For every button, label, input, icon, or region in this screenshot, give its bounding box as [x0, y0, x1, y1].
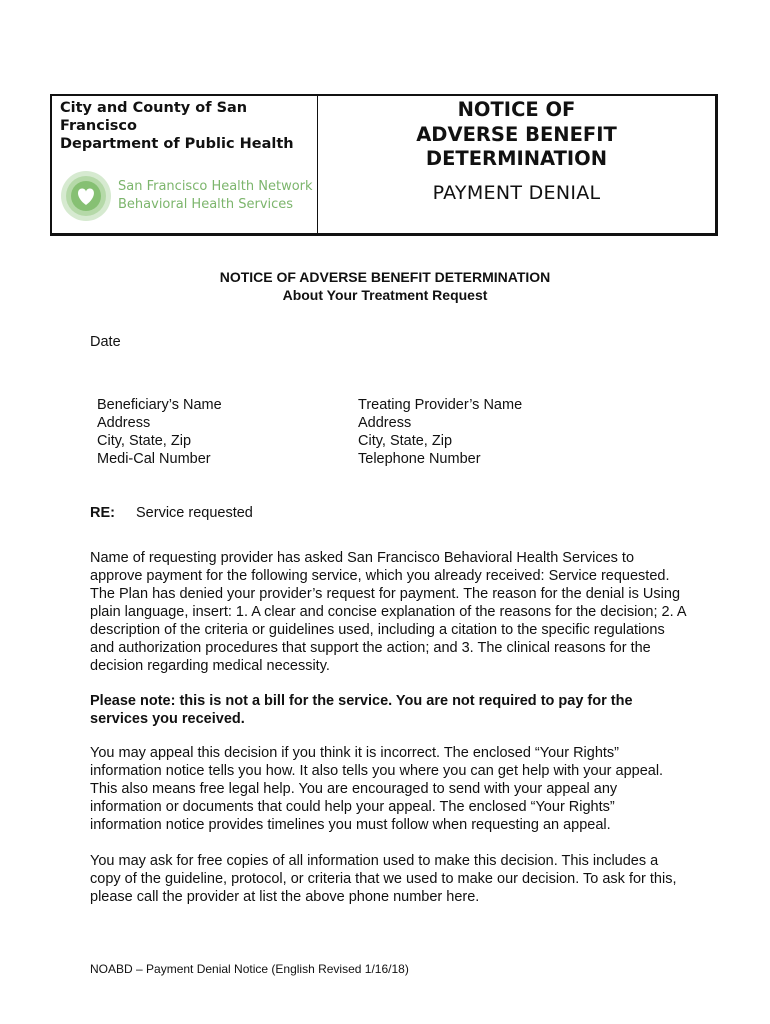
notice-subtitle: PAYMENT DENIAL [432, 181, 601, 204]
paragraph-denial-reason: Name of requesting provider has asked San Francisco Behavioral Health Services to approve payment for the following service, which you already received: Service requested. The Plan has denied your provider’s request for payment. The reason for the denial is Using plain language, insert: 1. A clear and concise explanation of the reasons for the decision; 2. A description of the criteria or guidelines used, including a citation to the specific regulations and authorization procedures that support the action; and 3. The clinical reasons for the decision regarding medical necessity. [90, 550, 686, 674]
paragraph-appeal-rights: You may appeal this decision if you think it is incorrect. The enclosed “Your Rights” information notice tells you how. It also tells you where you can get help with your appeal. This also means free legal help. You are encouraged to send with your appeal any information or documents that could help your appeal. The enclosed “Your Rights” information notice provides timelines you must follow when requesting an appeal. [90, 745, 664, 833]
provider-telephone: Telephone Number [358, 451, 481, 467]
logo-line-bhs: Behavioral Health Services [118, 197, 294, 212]
page-footer: NOABD – Payment Denial Notice (English Revised 1/16/18) [90, 962, 409, 976]
department-name: Department of Public Health [60, 136, 294, 152]
sfhn-logo [60, 170, 313, 222]
paragraph-free-copies: You may ask for free copies of all information used to make this decision. This includes a copy of the guideline, protocol, or criteria that we used to make our decision. To ask for this, please call the provider at list the above phone number here. [90, 853, 677, 905]
provider-block [358, 396, 522, 468]
paragraph-not-a-bill: Please note: this is not a bill for the service. You are not required to pay for the services you received. [90, 693, 633, 727]
provider-city-state-zip: City, State, Zip [358, 433, 453, 449]
beneficiary-address: Address [97, 415, 151, 431]
provider-name: Treating Provider’s Name [358, 397, 523, 413]
beneficiary-city-state-zip: City, State, Zip [97, 433, 192, 449]
header-box [50, 94, 718, 236]
beneficiary-name: Beneficiary’s Name [97, 397, 222, 413]
re-value: Service requested [136, 505, 253, 521]
beneficiary-block [97, 396, 222, 468]
logo-text [112, 178, 313, 214]
document-subheading: About Your Treatment Request [282, 287, 488, 303]
heart-logo-icon [60, 170, 112, 222]
notice-title-line: NOTICE OF [457, 98, 576, 121]
logo-line-network: San Francisco Health Network [118, 179, 313, 194]
document-heading: NOTICE OF ADVERSE BENEFIT DETERMINATION [219, 269, 551, 285]
org-name-line: Francisco [60, 118, 137, 134]
re-label: RE: [90, 505, 115, 521]
beneficiary-medi-cal-number: Medi-Cal Number [97, 451, 211, 467]
title-block [318, 96, 715, 233]
notice-title-line: DETERMINATION [425, 147, 608, 170]
date-field: Date [90, 334, 121, 350]
provider-address: Address [358, 415, 412, 431]
org-block [52, 96, 318, 233]
notice-title-line: ADVERSE BENEFIT [416, 122, 617, 146]
org-name-line: City and County of San [60, 100, 248, 116]
